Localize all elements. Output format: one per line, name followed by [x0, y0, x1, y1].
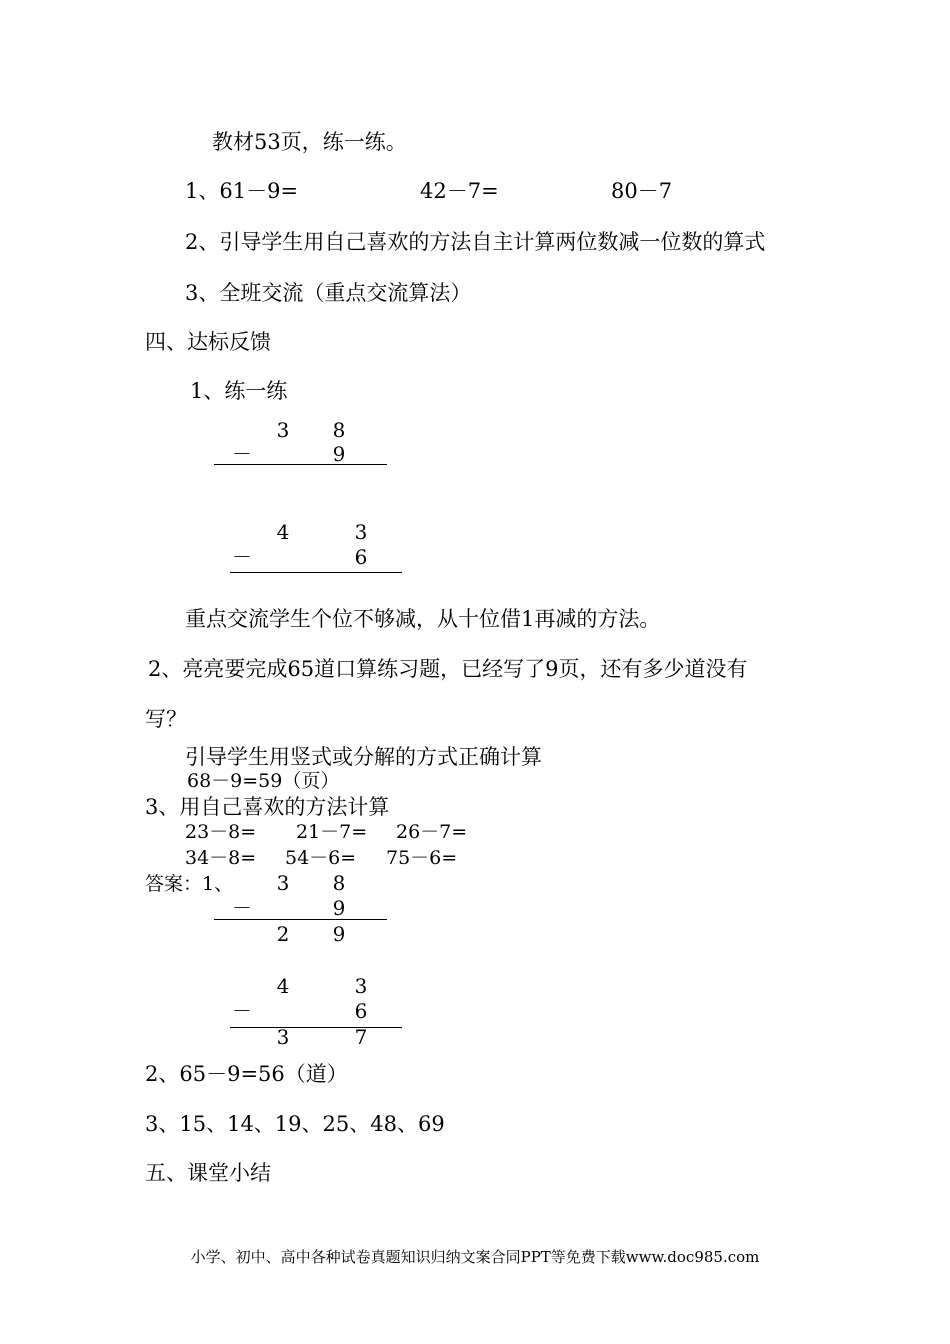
- digit: 3: [276, 871, 290, 895]
- digit: 6: [354, 545, 368, 569]
- minus-sign: －: [232, 896, 252, 920]
- section-heading-4: 四、达标反馈: [145, 330, 271, 354]
- exchange-line: 3、全班交流（重点交流算法）: [185, 281, 472, 305]
- digit: 3: [276, 418, 290, 442]
- exercise-item: 21－7=: [296, 821, 368, 843]
- section-heading-5: 五、课堂小结: [145, 1161, 271, 1185]
- minus-sign: －: [232, 442, 252, 466]
- underline-rule: [214, 464, 387, 465]
- digit: 6: [354, 999, 368, 1023]
- answer-3: 3、15、14、19、25、48、69: [145, 1112, 445, 1136]
- question-2-line2: 写？: [145, 707, 187, 731]
- underline-rule: [214, 919, 387, 920]
- exercise-item: 34－8=: [185, 847, 257, 869]
- digit: 4: [276, 974, 290, 998]
- answer-2: 2、65－9=56（道）: [145, 1062, 348, 1086]
- digit: 9: [332, 442, 346, 466]
- digit: 4: [276, 520, 290, 544]
- footer-text: 小学、初中、高中各种试卷真题知识归纳文案合同PPT等免费下载www.doc985.com: [190, 1248, 760, 1266]
- guide-line: 引导学生用竖式或分解的方式正确计算: [185, 745, 542, 769]
- result-digit: 2: [276, 922, 290, 946]
- underline-rule: [230, 572, 402, 573]
- underline-rule: [230, 1027, 402, 1028]
- answer-label: 答案：1、: [145, 873, 234, 895]
- result-digit: 7: [354, 1025, 368, 1049]
- question-3: 3、用自己喜欢的方法计算: [145, 795, 390, 819]
- minus-sign: －: [232, 999, 252, 1023]
- equation-2: 42－7=: [420, 179, 499, 203]
- instruction-line: 2、引导学生用自己喜欢的方法自主计算两位数减一位数的算式: [185, 230, 766, 254]
- practice-subheading: 1、练一练: [190, 379, 288, 403]
- minus-sign: －: [232, 545, 252, 569]
- exercise-item: 75－6=: [386, 847, 458, 869]
- exercise-item: 54－6=: [285, 847, 357, 869]
- digit: 8: [332, 871, 346, 895]
- digit: 3: [354, 520, 368, 544]
- exercise-item: 23－8=: [185, 821, 257, 843]
- exercise-item: 26－7=: [396, 821, 468, 843]
- digit: 9: [332, 896, 346, 920]
- result-digit: 3: [276, 1025, 290, 1049]
- textbook-line: 教材53页，练一练。: [212, 130, 407, 154]
- question-2-line1: 2、亮亮要完成65道口算练习题，已经写了9页，还有多少道没有: [148, 657, 748, 681]
- calc-line: 68－9=59（页）: [187, 770, 340, 792]
- equation-3: 80－7: [611, 179, 673, 203]
- digit: 3: [354, 974, 368, 998]
- method-note: 重点交流学生个位不够减，从十位借1再减的方法。: [185, 607, 661, 631]
- equation-1: 1、61－9=: [185, 179, 299, 203]
- result-digit: 9: [332, 922, 346, 946]
- digit: 8: [332, 418, 346, 442]
